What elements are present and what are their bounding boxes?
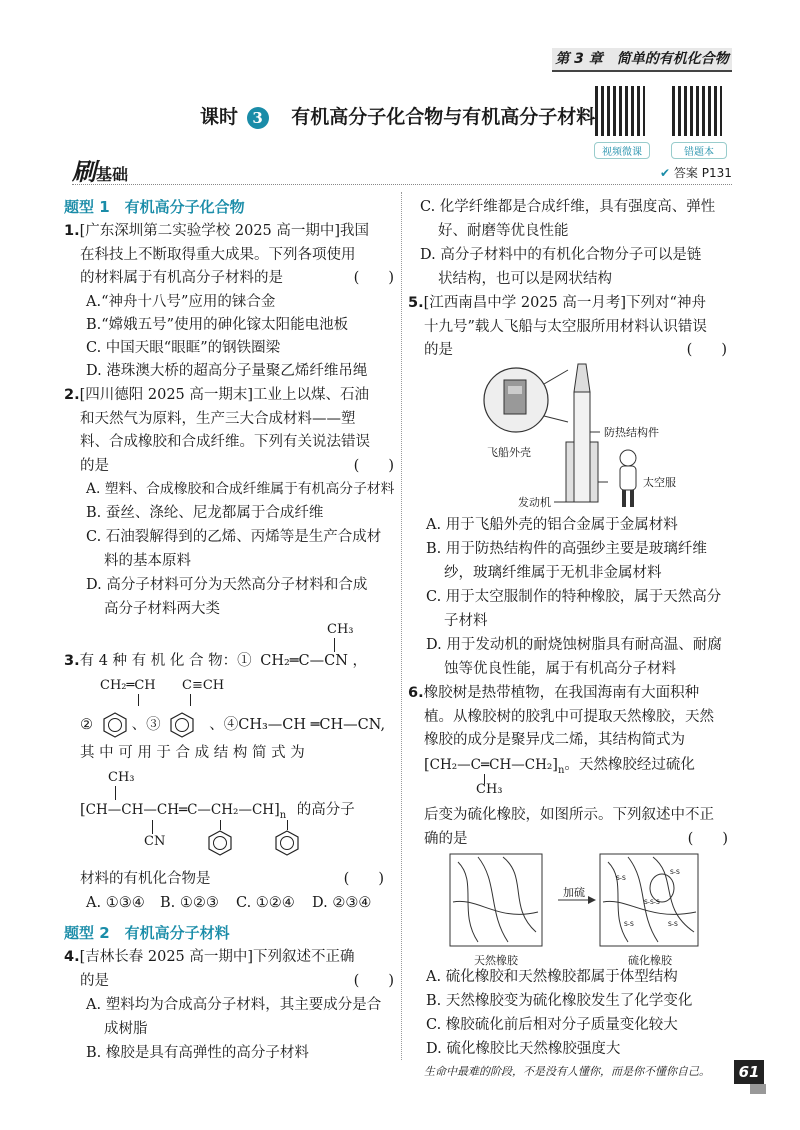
- q5-option-b[interactable]: B. 用于防热结构件的高强纱主要是玻璃纤维: [426, 541, 707, 557]
- q2-option-c-cont: 料的基本原料: [104, 553, 191, 569]
- svg-text:S-S: S-S: [668, 921, 678, 928]
- fig-label-vulcanized-rubber: 硫化橡胶: [628, 954, 672, 967]
- check-icon: ✔: [660, 166, 671, 180]
- lesson-number-badge: 3: [247, 107, 269, 129]
- q2-line-1: [四川德阳 2025 高一期末]工业上以煤、石油: [79, 387, 370, 403]
- q5-option-c-cont: 子材料: [444, 613, 488, 629]
- chapter-header: [552, 48, 732, 72]
- benzene-ring-icon: [207, 830, 233, 860]
- q6-formula-line: [424, 754, 734, 782]
- q5-option-d-cont: 蚀等优良性能，属于有机高分子材料: [444, 661, 676, 677]
- question-5: [408, 292, 733, 363]
- qr-label-mistakes: 错题本: [671, 142, 727, 159]
- q3-option-c[interactable]: C. ①②④: [236, 895, 295, 911]
- q2-answer-paren: ( ): [353, 457, 394, 474]
- lesson-title-bar: [200, 103, 595, 131]
- q1-line-3: 的材料属于有机高分子材料的是: [80, 270, 283, 286]
- benzene-ring-icon: [274, 830, 300, 860]
- q4-line-1: [吉林长春 2025 高一期中]下列叙述不正确: [79, 949, 355, 965]
- q3-intro: 有 4 种 有 机 化 合 物：①: [79, 653, 252, 669]
- svg-text:S-S: S-S: [616, 875, 626, 882]
- q6-option-c[interactable]: C. 橡胶硫化前后相对分子质量变化较大: [426, 1017, 678, 1033]
- bracket-open-icon: [: [424, 757, 430, 773]
- q1-option-a[interactable]: A.“神舟十八号”应用的铼合金: [86, 294, 276, 310]
- q6-answer-paren: ( ): [687, 830, 728, 847]
- q2-line-2: 和天然气为原料，生产三大合成材料——塑: [80, 410, 356, 427]
- q1-number: 1.: [64, 223, 80, 239]
- benzene-ring-icon: [102, 712, 128, 738]
- q6-line-5: 确的是: [424, 830, 468, 847]
- chapter-title: 第 3 章 简单的有机化合物: [555, 51, 729, 67]
- q4-option-c-cont: 好、耐磨等优良性能: [438, 223, 569, 239]
- q3-polymer-line: [80, 799, 400, 827]
- q4-option-a-cont: 成树脂: [104, 1021, 148, 1037]
- q3-polymer: CH—CH—CH═C—CH₂—CH: [85, 802, 275, 818]
- q4-option-a[interactable]: A. 塑料均为合成高分子材料，其主要成分是合: [86, 997, 382, 1013]
- q6-formula-tail: 。天然橡胶经过硫化: [564, 757, 695, 773]
- q1-option-d[interactable]: D. 港珠澳大桥的超高分子量聚乙烯纤维吊绳: [86, 363, 368, 379]
- q4-option-b[interactable]: B. 橡胶是具有高弹性的高分子材料: [86, 1045, 309, 1061]
- answer-ref: [660, 164, 732, 181]
- bracket-open-icon: [: [80, 802, 86, 818]
- q1-line-1: [广东深圳第二实验学校 2025 高一期中]我国: [79, 223, 370, 239]
- q3-tail: 的高分子: [296, 802, 355, 818]
- section-title: 基础: [96, 165, 129, 184]
- q6-option-d[interactable]: D. 硫化橡胶比天然橡胶强度大: [426, 1041, 621, 1057]
- q5-number: 5.: [408, 295, 424, 311]
- q3-line-5-text: 材料的有机化合物是: [80, 871, 211, 887]
- q4-line-2: 的是: [80, 972, 109, 989]
- q6-option-a[interactable]: A. 硫化橡胶和天然橡胶都属于体型结构: [426, 969, 678, 985]
- answer-ref-text: 答案 P131: [673, 166, 732, 180]
- fig-arrow-label: 加硫: [563, 886, 585, 899]
- q3-option-b[interactable]: B. ①②③: [160, 895, 219, 911]
- q6-option-b[interactable]: B. 天然橡胶变为硫化橡胶发生了化学变化: [426, 993, 693, 1009]
- q3-bond-2: [138, 694, 139, 706]
- bracket-close-icon: ]: [274, 802, 280, 818]
- q3-compound-2-top: CH₂═CH: [100, 678, 156, 693]
- q5-line-1: [江西南昌中学 2025 高一月考]下列对“神舟: [423, 295, 706, 311]
- q1-line-2: 在科技上不断取得重大成果。下列各项使用: [80, 246, 356, 263]
- q6-ch3: CH₃: [476, 782, 503, 797]
- q3-cn: CN: [144, 834, 166, 849]
- fig-label-spacesuit: 太空服: [643, 476, 676, 489]
- q3-formula-1: CH₂═C—CN ，: [260, 653, 367, 669]
- q2-line-4: 的是: [80, 457, 109, 474]
- q3-line-1: [64, 650, 367, 674]
- q3-compound-4: 、④CH₃—CH ═CH—CN,: [209, 717, 386, 733]
- q6-line-2: 植。从橡胶树的胶乳中可提取天然橡胶，天然: [424, 708, 714, 725]
- q5-option-b-cont: 纱，玻璃纤维属于无机非金属材料: [444, 565, 662, 581]
- q3-bond-5: [152, 820, 153, 834]
- q2-line-3: 料、合成橡胶和合成纤维。下列有关说法错误: [80, 434, 370, 450]
- q5-option-a[interactable]: A. 用于飞船外壳的铝合金属于金属材料: [426, 517, 678, 533]
- q2-option-d[interactable]: D. 高分子材料可分为天然高分子材料和合成: [86, 577, 368, 593]
- q3-bond-7: [287, 820, 288, 830]
- q4-option-d-cont: 状结构，也可以是网状结构: [438, 271, 612, 287]
- q3-bond-6: [220, 820, 221, 830]
- q6-line-1: 橡胶树是热带植物，在我国海南有大面积种: [423, 685, 700, 701]
- q5-line-2: 十九号”载人飞船与太空服所用材料认识错误: [424, 318, 707, 335]
- type2-heading: 题型 2 有机高分子材料: [64, 924, 230, 942]
- page-number: 61: [734, 1060, 764, 1084]
- q3-compound-3-top: C≡CH: [182, 678, 225, 693]
- q6-n: n: [557, 764, 565, 776]
- rubber-figure: [448, 852, 728, 962]
- q3-circ-2: ②: [80, 717, 93, 733]
- svg-text:S-S: S-S: [670, 869, 680, 876]
- q5-option-c[interactable]: C. 用于太空服制作的特种橡胶，属于天然高分: [426, 589, 722, 605]
- q4-option-d[interactable]: D. 高分子材料中的有机化合物分子可以是链: [420, 247, 702, 263]
- q5-line-3: 的是: [424, 342, 453, 358]
- q3-line-5: [80, 868, 390, 892]
- q5-option-d[interactable]: D. 用于发动机的耐烧蚀树脂具有耐高温、耐腐: [426, 637, 722, 653]
- question-1: [64, 220, 394, 291]
- lesson-prefix: 课时: [200, 106, 239, 128]
- q1-option-c[interactable]: C. 中国天眼“眼眶”的钢铁圈梁: [86, 340, 281, 356]
- fig-label-heat-shield: 防热结构件: [604, 426, 659, 439]
- q3-ch3-2: CH₃: [108, 770, 135, 785]
- section-rule: [72, 184, 732, 185]
- q4-number: 4.: [64, 949, 80, 965]
- fig-label-shell: 飞船外壳: [487, 446, 531, 459]
- q3-line-2: [80, 712, 400, 738]
- lesson-title: 有机高分子化合物与有机高分子材料: [291, 106, 596, 128]
- q3-bond-4: [115, 786, 116, 800]
- q1-answer-paren: ( ): [353, 270, 394, 286]
- bracket-close-icon: ]: [552, 757, 558, 773]
- q3-number: 3.: [64, 653, 80, 669]
- q2-option-d-cont: 高分子材料两大类: [104, 601, 220, 617]
- question-2: [64, 384, 394, 478]
- fig-label-engine: 发动机: [518, 496, 551, 509]
- q1-option-b[interactable]: B.“嫦娥五号”使用的砷化镓太阳能电池板: [86, 317, 349, 333]
- q3-n: n: [279, 809, 287, 821]
- q2-number: 2.: [64, 387, 80, 403]
- q3-option-d[interactable]: D. ②③④: [312, 895, 372, 911]
- q3-answer-paren: ( ): [343, 871, 384, 887]
- q2-option-b[interactable]: B. 蚕丝、涤纶、尼龙都属于合成纤维: [86, 505, 324, 521]
- question-4: [64, 946, 394, 993]
- section-heading: [72, 152, 128, 187]
- page-corner-shade: [750, 1084, 766, 1094]
- qr-code-mistakes[interactable]: [672, 86, 722, 136]
- question-6: [408, 682, 733, 753]
- svg-text:S-S: S-S: [624, 921, 634, 928]
- q6-number: 6.: [408, 685, 424, 701]
- q3-circ-3: 、③: [131, 717, 161, 733]
- fig-label-natural-rubber: 天然橡胶: [474, 954, 518, 967]
- qr-code-video[interactable]: [595, 86, 645, 136]
- footer-motto: 生命中最难的阶段，不是没有人懂你，而是你不懂你自己。: [424, 1065, 710, 1078]
- q4-option-c[interactable]: C. 化学纤维都是合成纤维，具有强度高、弹性: [420, 199, 716, 215]
- q2-option-a[interactable]: A. 塑料、合成橡胶和合成纤维属于有机高分子材料: [86, 481, 395, 497]
- q6-formula: CH₂—C═CH—CH₂: [429, 757, 553, 773]
- q6-part-2: [424, 804, 734, 851]
- benzene-ring-icon: [169, 712, 195, 738]
- column-divider: [401, 192, 402, 1060]
- q3-line-3: 其 中 可 用 于 合 成 结 构 简 式 为: [80, 745, 305, 761]
- q3-ch3-1: CH₃: [327, 622, 354, 637]
- qr-label-video: 视频微课: [594, 142, 650, 159]
- q3-bond-3: [190, 694, 191, 706]
- q6-line-4: 后变为硫化橡胶，如图所示。下列叙述中不正: [424, 807, 714, 823]
- q5-answer-paren: ( ): [686, 342, 727, 358]
- q2-option-c[interactable]: C. 石油裂解得到的乙烯、丙烯等是生产合成材: [86, 529, 382, 545]
- svg-text:S-S-S: S-S-S: [644, 899, 660, 906]
- q6-line-3: 橡胶的成分是聚异戊二烯，其结构简式为: [424, 732, 685, 748]
- q4-answer-paren: ( ): [353, 972, 394, 989]
- q3-option-a[interactable]: A. ①③④: [86, 895, 145, 911]
- section-brush: 刷: [72, 158, 96, 186]
- type1-heading: 题型 1 有机高分子化合物: [64, 198, 245, 216]
